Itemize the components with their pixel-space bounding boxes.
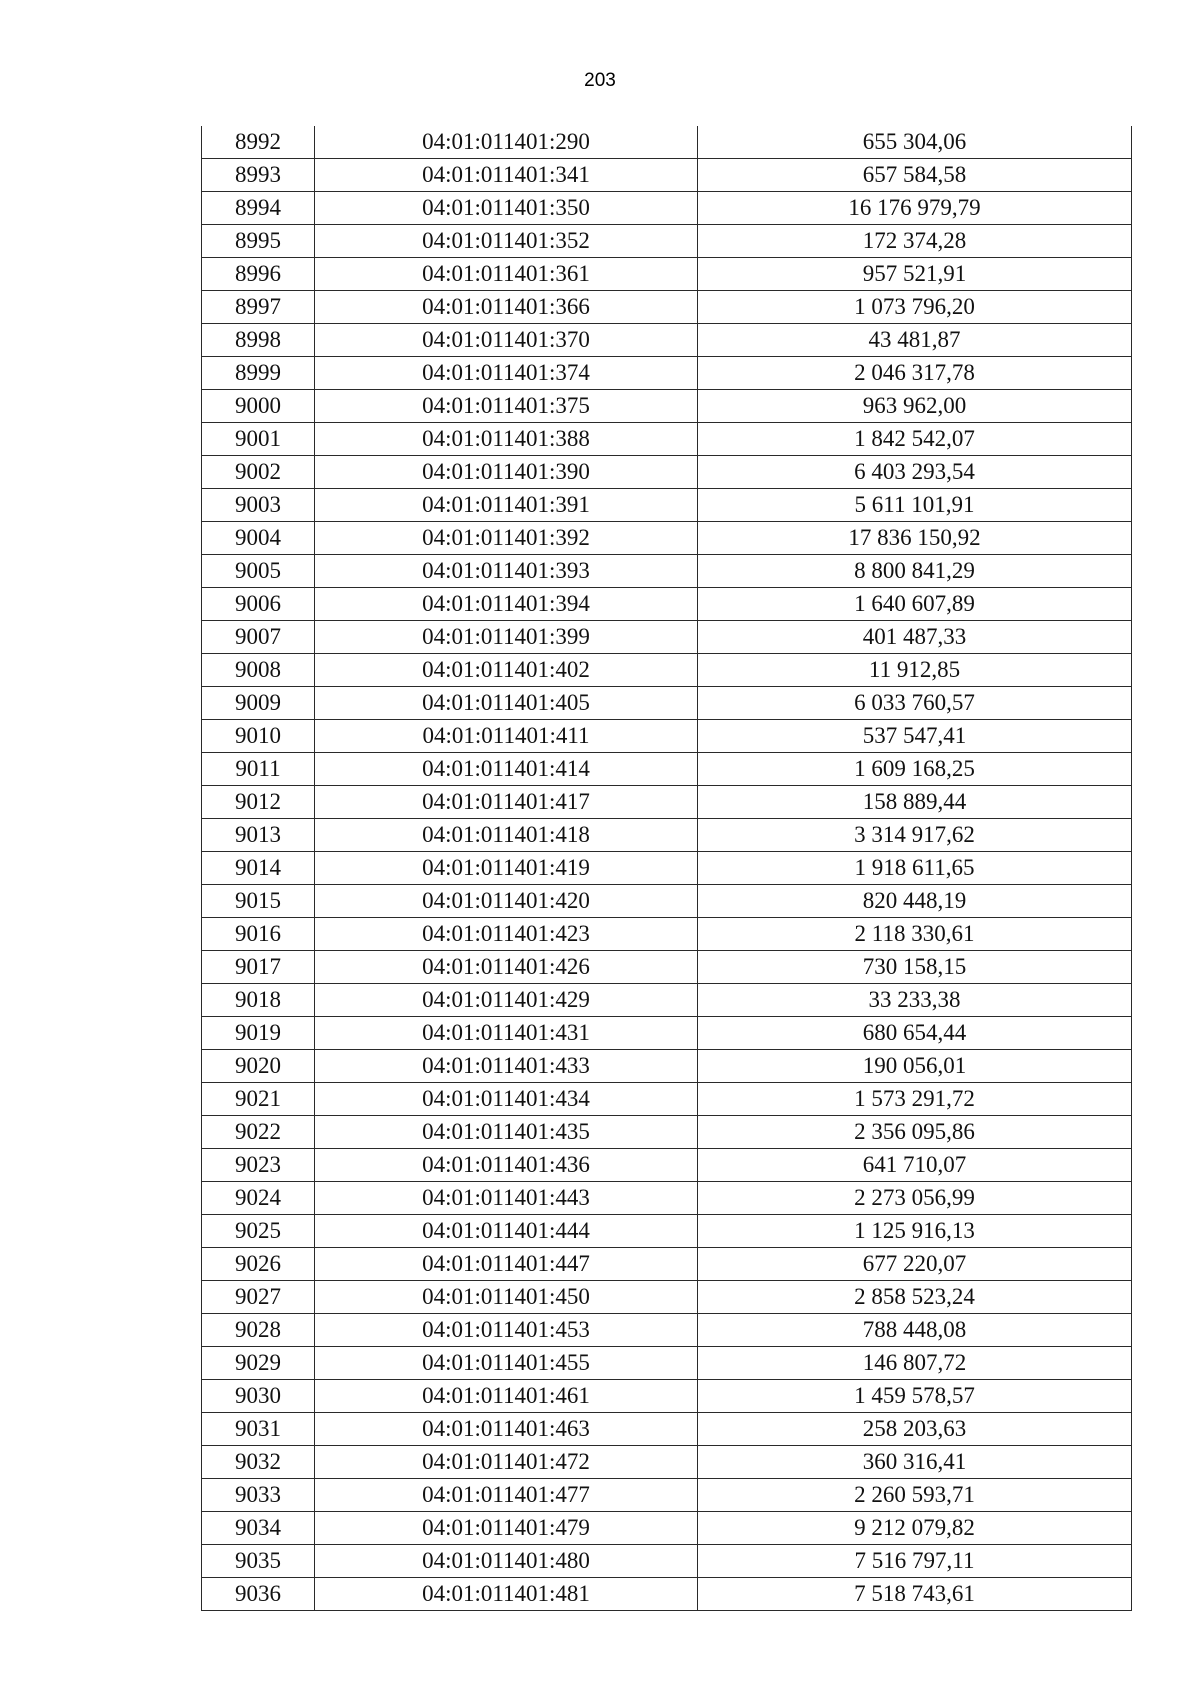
cadastral-number-cell: 04:01:011401:392 xyxy=(315,522,698,555)
cadastral-number-cell: 04:01:011401:481 xyxy=(315,1578,698,1611)
table-row xyxy=(202,1380,1132,1413)
cadastral-number-cell: 04:01:011401:479 xyxy=(315,1512,698,1545)
cadastral-number-cell: 04:01:011401:399 xyxy=(315,621,698,654)
cadastral-value-cell: 820 448,19 xyxy=(698,885,1132,918)
cadastral-value-cell: 1 073 796,20 xyxy=(698,291,1132,324)
cadastral-number-cell: 04:01:011401:443 xyxy=(315,1182,698,1215)
cadastral-value-cell: 11 912,85 xyxy=(698,654,1132,687)
table-row xyxy=(202,819,1132,852)
cadastral-value-cell: 17 836 150,92 xyxy=(698,522,1132,555)
table-row xyxy=(202,951,1132,984)
cadastral-value-cell: 963 962,00 xyxy=(698,390,1132,423)
row-number-cell: 9012 xyxy=(202,786,315,819)
table-row xyxy=(202,1347,1132,1380)
row-number-cell: 9010 xyxy=(202,720,315,753)
cadastral-number-cell: 04:01:011401:341 xyxy=(315,159,698,192)
cadastral-value-cell: 680 654,44 xyxy=(698,1017,1132,1050)
cadastral-value-cell: 1 842 542,07 xyxy=(698,423,1132,456)
cadastral-number-cell: 04:01:011401:436 xyxy=(315,1149,698,1182)
cadastral-value-cell: 2 260 593,71 xyxy=(698,1479,1132,1512)
row-number-cell: 9035 xyxy=(202,1545,315,1578)
table-row xyxy=(202,1314,1132,1347)
row-number-cell: 9006 xyxy=(202,588,315,621)
cadastral-value-cell: 6 033 760,57 xyxy=(698,687,1132,720)
table-row xyxy=(202,258,1132,291)
row-number-cell: 9034 xyxy=(202,1512,315,1545)
cadastral-value-cell: 8 800 841,29 xyxy=(698,555,1132,588)
table-row xyxy=(202,1413,1132,1446)
table-row xyxy=(202,357,1132,390)
row-number-cell: 8995 xyxy=(202,225,315,258)
row-number-cell: 9025 xyxy=(202,1215,315,1248)
cadastral-number-cell: 04:01:011401:393 xyxy=(315,555,698,588)
table-row xyxy=(202,1116,1132,1149)
row-number-cell: 8997 xyxy=(202,291,315,324)
row-number-cell: 9002 xyxy=(202,456,315,489)
row-number-cell: 9007 xyxy=(202,621,315,654)
row-number-cell: 9027 xyxy=(202,1281,315,1314)
row-number-cell: 9014 xyxy=(202,852,315,885)
table-row xyxy=(202,1215,1132,1248)
row-number-cell: 9004 xyxy=(202,522,315,555)
table-row xyxy=(202,489,1132,522)
row-number-cell: 9033 xyxy=(202,1479,315,1512)
table-row xyxy=(202,1512,1132,1545)
table-row xyxy=(202,621,1132,654)
row-number-cell: 9000 xyxy=(202,390,315,423)
cadastral-number-cell: 04:01:011401:423 xyxy=(315,918,698,951)
cadastral-number-cell: 04:01:011401:370 xyxy=(315,324,698,357)
table-row xyxy=(202,159,1132,192)
cadastral-value-cell: 1 640 607,89 xyxy=(698,588,1132,621)
cadastral-value-cell: 158 889,44 xyxy=(698,786,1132,819)
cadastral-value-cell: 172 374,28 xyxy=(698,225,1132,258)
table-row xyxy=(202,720,1132,753)
page-number: 203 xyxy=(584,70,616,91)
table-row xyxy=(202,291,1132,324)
cadastral-value-cell: 641 710,07 xyxy=(698,1149,1132,1182)
cadastral-number-cell: 04:01:011401:426 xyxy=(315,951,698,984)
cadastral-value-cell: 6 403 293,54 xyxy=(698,456,1132,489)
cadastral-value-cell: 1 609 168,25 xyxy=(698,753,1132,786)
table-row xyxy=(202,1578,1132,1611)
cadastral-number-cell: 04:01:011401:433 xyxy=(315,1050,698,1083)
cadastral-value-cell: 2 273 056,99 xyxy=(698,1182,1132,1215)
cadastral-value-cell: 1 125 916,13 xyxy=(698,1215,1132,1248)
cadastral-number-cell: 04:01:011401:420 xyxy=(315,885,698,918)
cadastral-number-cell: 04:01:011401:480 xyxy=(315,1545,698,1578)
cadastral-number-cell: 04:01:011401:352 xyxy=(315,225,698,258)
cadastral-number-cell: 04:01:011401:444 xyxy=(315,1215,698,1248)
table-row xyxy=(202,390,1132,423)
row-number-cell: 8998 xyxy=(202,324,315,357)
cadastral-number-cell: 04:01:011401:477 xyxy=(315,1479,698,1512)
cadastral-number-cell: 04:01:011401:417 xyxy=(315,786,698,819)
table-row xyxy=(202,555,1132,588)
cadastral-number-cell: 04:01:011401:419 xyxy=(315,852,698,885)
cadastral-value-table xyxy=(201,126,1132,1611)
cadastral-number-cell: 04:01:011401:390 xyxy=(315,456,698,489)
cadastral-number-cell: 04:01:011401:290 xyxy=(315,126,698,159)
row-number-cell: 8992 xyxy=(202,126,315,159)
cadastral-value-cell: 146 807,72 xyxy=(698,1347,1132,1380)
cadastral-value-cell: 2 046 317,78 xyxy=(698,357,1132,390)
cadastral-number-cell: 04:01:011401:366 xyxy=(315,291,698,324)
cadastral-value-cell: 537 547,41 xyxy=(698,720,1132,753)
cadastral-value-cell: 43 481,87 xyxy=(698,324,1132,357)
table-row xyxy=(202,324,1132,357)
cadastral-number-cell: 04:01:011401:374 xyxy=(315,357,698,390)
cadastral-number-cell: 04:01:011401:350 xyxy=(315,192,698,225)
row-number-cell: 9016 xyxy=(202,918,315,951)
cadastral-value-cell: 657 584,58 xyxy=(698,159,1132,192)
table-row xyxy=(202,1248,1132,1281)
table-row xyxy=(202,1545,1132,1578)
row-number-cell: 9023 xyxy=(202,1149,315,1182)
cadastral-number-cell: 04:01:011401:472 xyxy=(315,1446,698,1479)
cadastral-value-cell: 655 304,06 xyxy=(698,126,1132,159)
row-number-cell: 9020 xyxy=(202,1050,315,1083)
cadastral-number-cell: 04:01:011401:435 xyxy=(315,1116,698,1149)
cadastral-value-cell: 1 918 611,65 xyxy=(698,852,1132,885)
row-number-cell: 9008 xyxy=(202,654,315,687)
table-row xyxy=(202,1017,1132,1050)
table-row xyxy=(202,984,1132,1017)
row-number-cell: 9001 xyxy=(202,423,315,456)
row-number-cell: 9005 xyxy=(202,555,315,588)
row-number-cell: 9021 xyxy=(202,1083,315,1116)
cadastral-number-cell: 04:01:011401:429 xyxy=(315,984,698,1017)
cadastral-value-cell: 5 611 101,91 xyxy=(698,489,1132,522)
table-row xyxy=(202,423,1132,456)
table-row xyxy=(202,687,1132,720)
cadastral-number-cell: 04:01:011401:388 xyxy=(315,423,698,456)
row-number-cell: 9017 xyxy=(202,951,315,984)
table-row xyxy=(202,1479,1132,1512)
cadastral-value-cell: 190 056,01 xyxy=(698,1050,1132,1083)
table-row xyxy=(202,852,1132,885)
table-row xyxy=(202,1083,1132,1116)
cadastral-value-cell: 2 118 330,61 xyxy=(698,918,1132,951)
cadastral-value-cell: 401 487,33 xyxy=(698,621,1132,654)
row-number-cell: 8999 xyxy=(202,357,315,390)
cadastral-value-cell: 1 459 578,57 xyxy=(698,1380,1132,1413)
cadastral-number-cell: 04:01:011401:461 xyxy=(315,1380,698,1413)
table-row xyxy=(202,588,1132,621)
table-row xyxy=(202,1446,1132,1479)
table-row xyxy=(202,522,1132,555)
table-row xyxy=(202,1281,1132,1314)
row-number-cell: 8994 xyxy=(202,192,315,225)
row-number-cell: 9015 xyxy=(202,885,315,918)
cadastral-value-cell: 2 356 095,86 xyxy=(698,1116,1132,1149)
row-number-cell: 9018 xyxy=(202,984,315,1017)
cadastral-number-cell: 04:01:011401:411 xyxy=(315,720,698,753)
row-number-cell: 9019 xyxy=(202,1017,315,1050)
cadastral-number-cell: 04:01:011401:455 xyxy=(315,1347,698,1380)
cadastral-number-cell: 04:01:011401:402 xyxy=(315,654,698,687)
row-number-cell: 9028 xyxy=(202,1314,315,1347)
table-row xyxy=(202,192,1132,225)
row-number-cell: 9031 xyxy=(202,1413,315,1446)
table-row xyxy=(202,456,1132,489)
cadastral-value-cell: 957 521,91 xyxy=(698,258,1132,291)
row-number-cell: 8993 xyxy=(202,159,315,192)
table-row xyxy=(202,885,1132,918)
row-number-cell: 9003 xyxy=(202,489,315,522)
row-number-cell: 9009 xyxy=(202,687,315,720)
cadastral-number-cell: 04:01:011401:361 xyxy=(315,258,698,291)
row-number-cell: 9036 xyxy=(202,1578,315,1611)
cadastral-value-cell: 7 516 797,11 xyxy=(698,1545,1132,1578)
row-number-cell: 9030 xyxy=(202,1380,315,1413)
cadastral-number-cell: 04:01:011401:414 xyxy=(315,753,698,786)
cadastral-number-cell: 04:01:011401:434 xyxy=(315,1083,698,1116)
cadastral-value-cell: 1 573 291,72 xyxy=(698,1083,1132,1116)
row-number-cell: 9032 xyxy=(202,1446,315,1479)
table-row xyxy=(202,786,1132,819)
cadastral-value-cell: 3 314 917,62 xyxy=(698,819,1132,852)
cadastral-number-cell: 04:01:011401:463 xyxy=(315,1413,698,1446)
cadastral-value-cell: 360 316,41 xyxy=(698,1446,1132,1479)
cadastral-value-cell: 788 448,08 xyxy=(698,1314,1132,1347)
cadastral-number-cell: 04:01:011401:375 xyxy=(315,390,698,423)
cadastral-value-cell: 677 220,07 xyxy=(698,1248,1132,1281)
table-row xyxy=(202,753,1132,786)
row-number-cell: 9029 xyxy=(202,1347,315,1380)
table-row xyxy=(202,126,1132,159)
table-row xyxy=(202,1149,1132,1182)
table-row xyxy=(202,654,1132,687)
cadastral-number-cell: 04:01:011401:394 xyxy=(315,588,698,621)
cadastral-value-cell: 730 158,15 xyxy=(698,951,1132,984)
table-row xyxy=(202,1050,1132,1083)
table-body xyxy=(202,126,1132,1611)
cadastral-number-cell: 04:01:011401:450 xyxy=(315,1281,698,1314)
table-row xyxy=(202,918,1132,951)
row-number-cell: 8996 xyxy=(202,258,315,291)
cadastral-number-cell: 04:01:011401:405 xyxy=(315,687,698,720)
cadastral-value-cell: 9 212 079,82 xyxy=(698,1512,1132,1545)
table-row xyxy=(202,1182,1132,1215)
cadastral-value-cell: 2 858 523,24 xyxy=(698,1281,1132,1314)
cadastral-number-cell: 04:01:011401:391 xyxy=(315,489,698,522)
cadastral-number-cell: 04:01:011401:418 xyxy=(315,819,698,852)
row-number-cell: 9011 xyxy=(202,753,315,786)
row-number-cell: 9022 xyxy=(202,1116,315,1149)
row-number-cell: 9024 xyxy=(202,1182,315,1215)
table-row xyxy=(202,225,1132,258)
cadastral-value-cell: 7 518 743,61 xyxy=(698,1578,1132,1611)
cadastral-number-cell: 04:01:011401:447 xyxy=(315,1248,698,1281)
cadastral-value-cell: 16 176 979,79 xyxy=(698,192,1132,225)
cadastral-value-cell: 33 233,38 xyxy=(698,984,1132,1017)
row-number-cell: 9013 xyxy=(202,819,315,852)
row-number-cell: 9026 xyxy=(202,1248,315,1281)
cadastral-number-cell: 04:01:011401:431 xyxy=(315,1017,698,1050)
cadastral-number-cell: 04:01:011401:453 xyxy=(315,1314,698,1347)
cadastral-value-cell: 258 203,63 xyxy=(698,1413,1132,1446)
